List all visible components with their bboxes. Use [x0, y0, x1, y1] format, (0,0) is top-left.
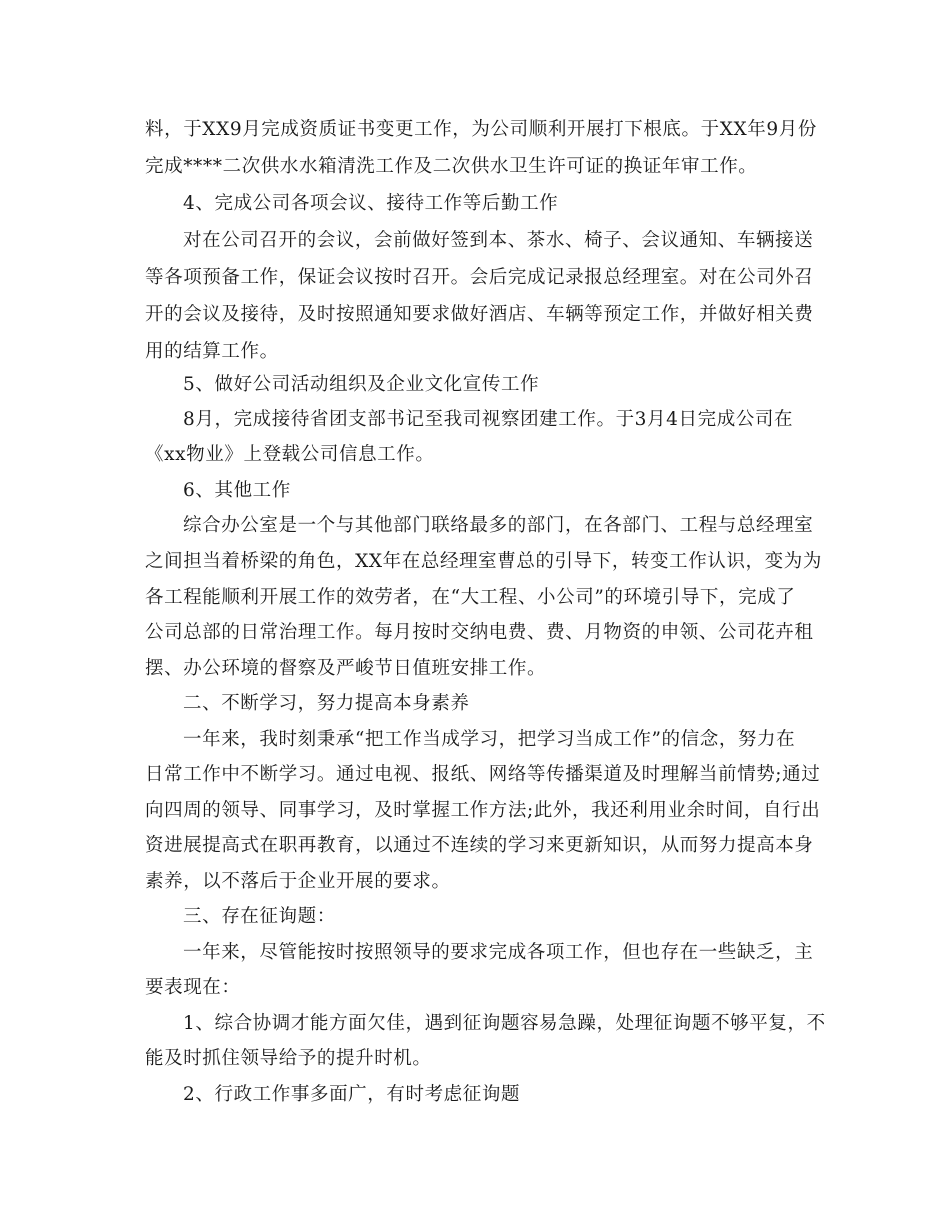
text-line: 一年来，我时刻秉承“把工作当成学习，把学习当成工作”的信念，努力在: [183, 729, 796, 750]
text-line: 《xx物业》上登载公司信息工作。: [145, 444, 435, 465]
text-line: 1、综合协调才能方面欠佳，遇到征询题容易急躁，处理征询题不够平复，不: [183, 1013, 826, 1034]
text-line: 各工程能顺利开展工作的效劳者，在“大工程、小公司”的环境引导下，完成了: [145, 587, 796, 608]
text-line: 综合办公室是一个与其他部门联络最多的部门，在各部门、工程与总经理室: [183, 515, 814, 536]
text-line: 一年来，尽管能按时按照领导的要求完成各项工作，但也存在一些缺乏，主: [183, 942, 814, 963]
section-heading: 4、完成公司各项会议、接待工作等后勤工作: [183, 193, 559, 214]
text-line: 日常工作中不断学习。通过电视、报纸、网络等传播渠道及时理解当前情势;通过: [145, 764, 821, 785]
text-line: 8月，完成接待省团支部书记至我司视察团建工作。于3月4日完成公司在: [183, 409, 794, 430]
text-line: 之间担当着桥梁的角色，XX年在总经理室曹总的引导下，转变工作认识，变为为: [145, 551, 822, 572]
text-line: 素养，以不落后于企业开展的要求。: [145, 871, 451, 892]
text-line: 公司总部的日常治理工作。每月按时交纳电费、费、月物资的申领、公司花卉租: [145, 622, 814, 643]
text-line: 要表现在：: [145, 977, 241, 998]
text-line: 摆、办公环境的督察及严峻节日值班安排工作。: [145, 658, 547, 679]
section-heading: 二、不断学习，努力提高本身素养: [183, 693, 470, 714]
text-line: 向四周的领导、同事学习，及时掌握工作方法;此外，我还利用业余时间，自行出: [145, 800, 821, 821]
text-line: 资进展提高式在职再教育，以通过不连续的学习来更新知识，从而努力提高本身: [145, 835, 814, 856]
section-heading: 5、做好公司活动组织及企业文化宣传工作: [183, 374, 540, 395]
text-line: 用的结算工作。: [145, 341, 279, 362]
section-heading: 6、其他工作: [183, 480, 291, 501]
text-line: 能及时抓住领导给予的提升时机。: [145, 1048, 432, 1069]
section-heading: 三、存在征询题：: [183, 906, 336, 927]
text-line: 完成****二次供水水箱清洗工作及二次供水卫生许可证的换证年审工作。: [145, 156, 758, 177]
text-line: 2、行政工作事多面广，有时考虑征询题: [183, 1084, 521, 1105]
text-line: 料，于XX9月完成资质证书变更工作，为公司顺利开展打下根底。于XX年9月份: [145, 119, 817, 140]
text-line: 开的会议及接待，及时按照通知要求做好酒店、车辆等预定工作，并做好相关费: [145, 304, 814, 325]
text-line: 等各项预备工作，保证会议按时召开。会后完成记录报总经理室。对在公司外召: [145, 267, 814, 288]
text-line: 对在公司召开的会议，会前做好签到本、茶水、椅子、会议通知、车辆接送: [183, 230, 814, 251]
